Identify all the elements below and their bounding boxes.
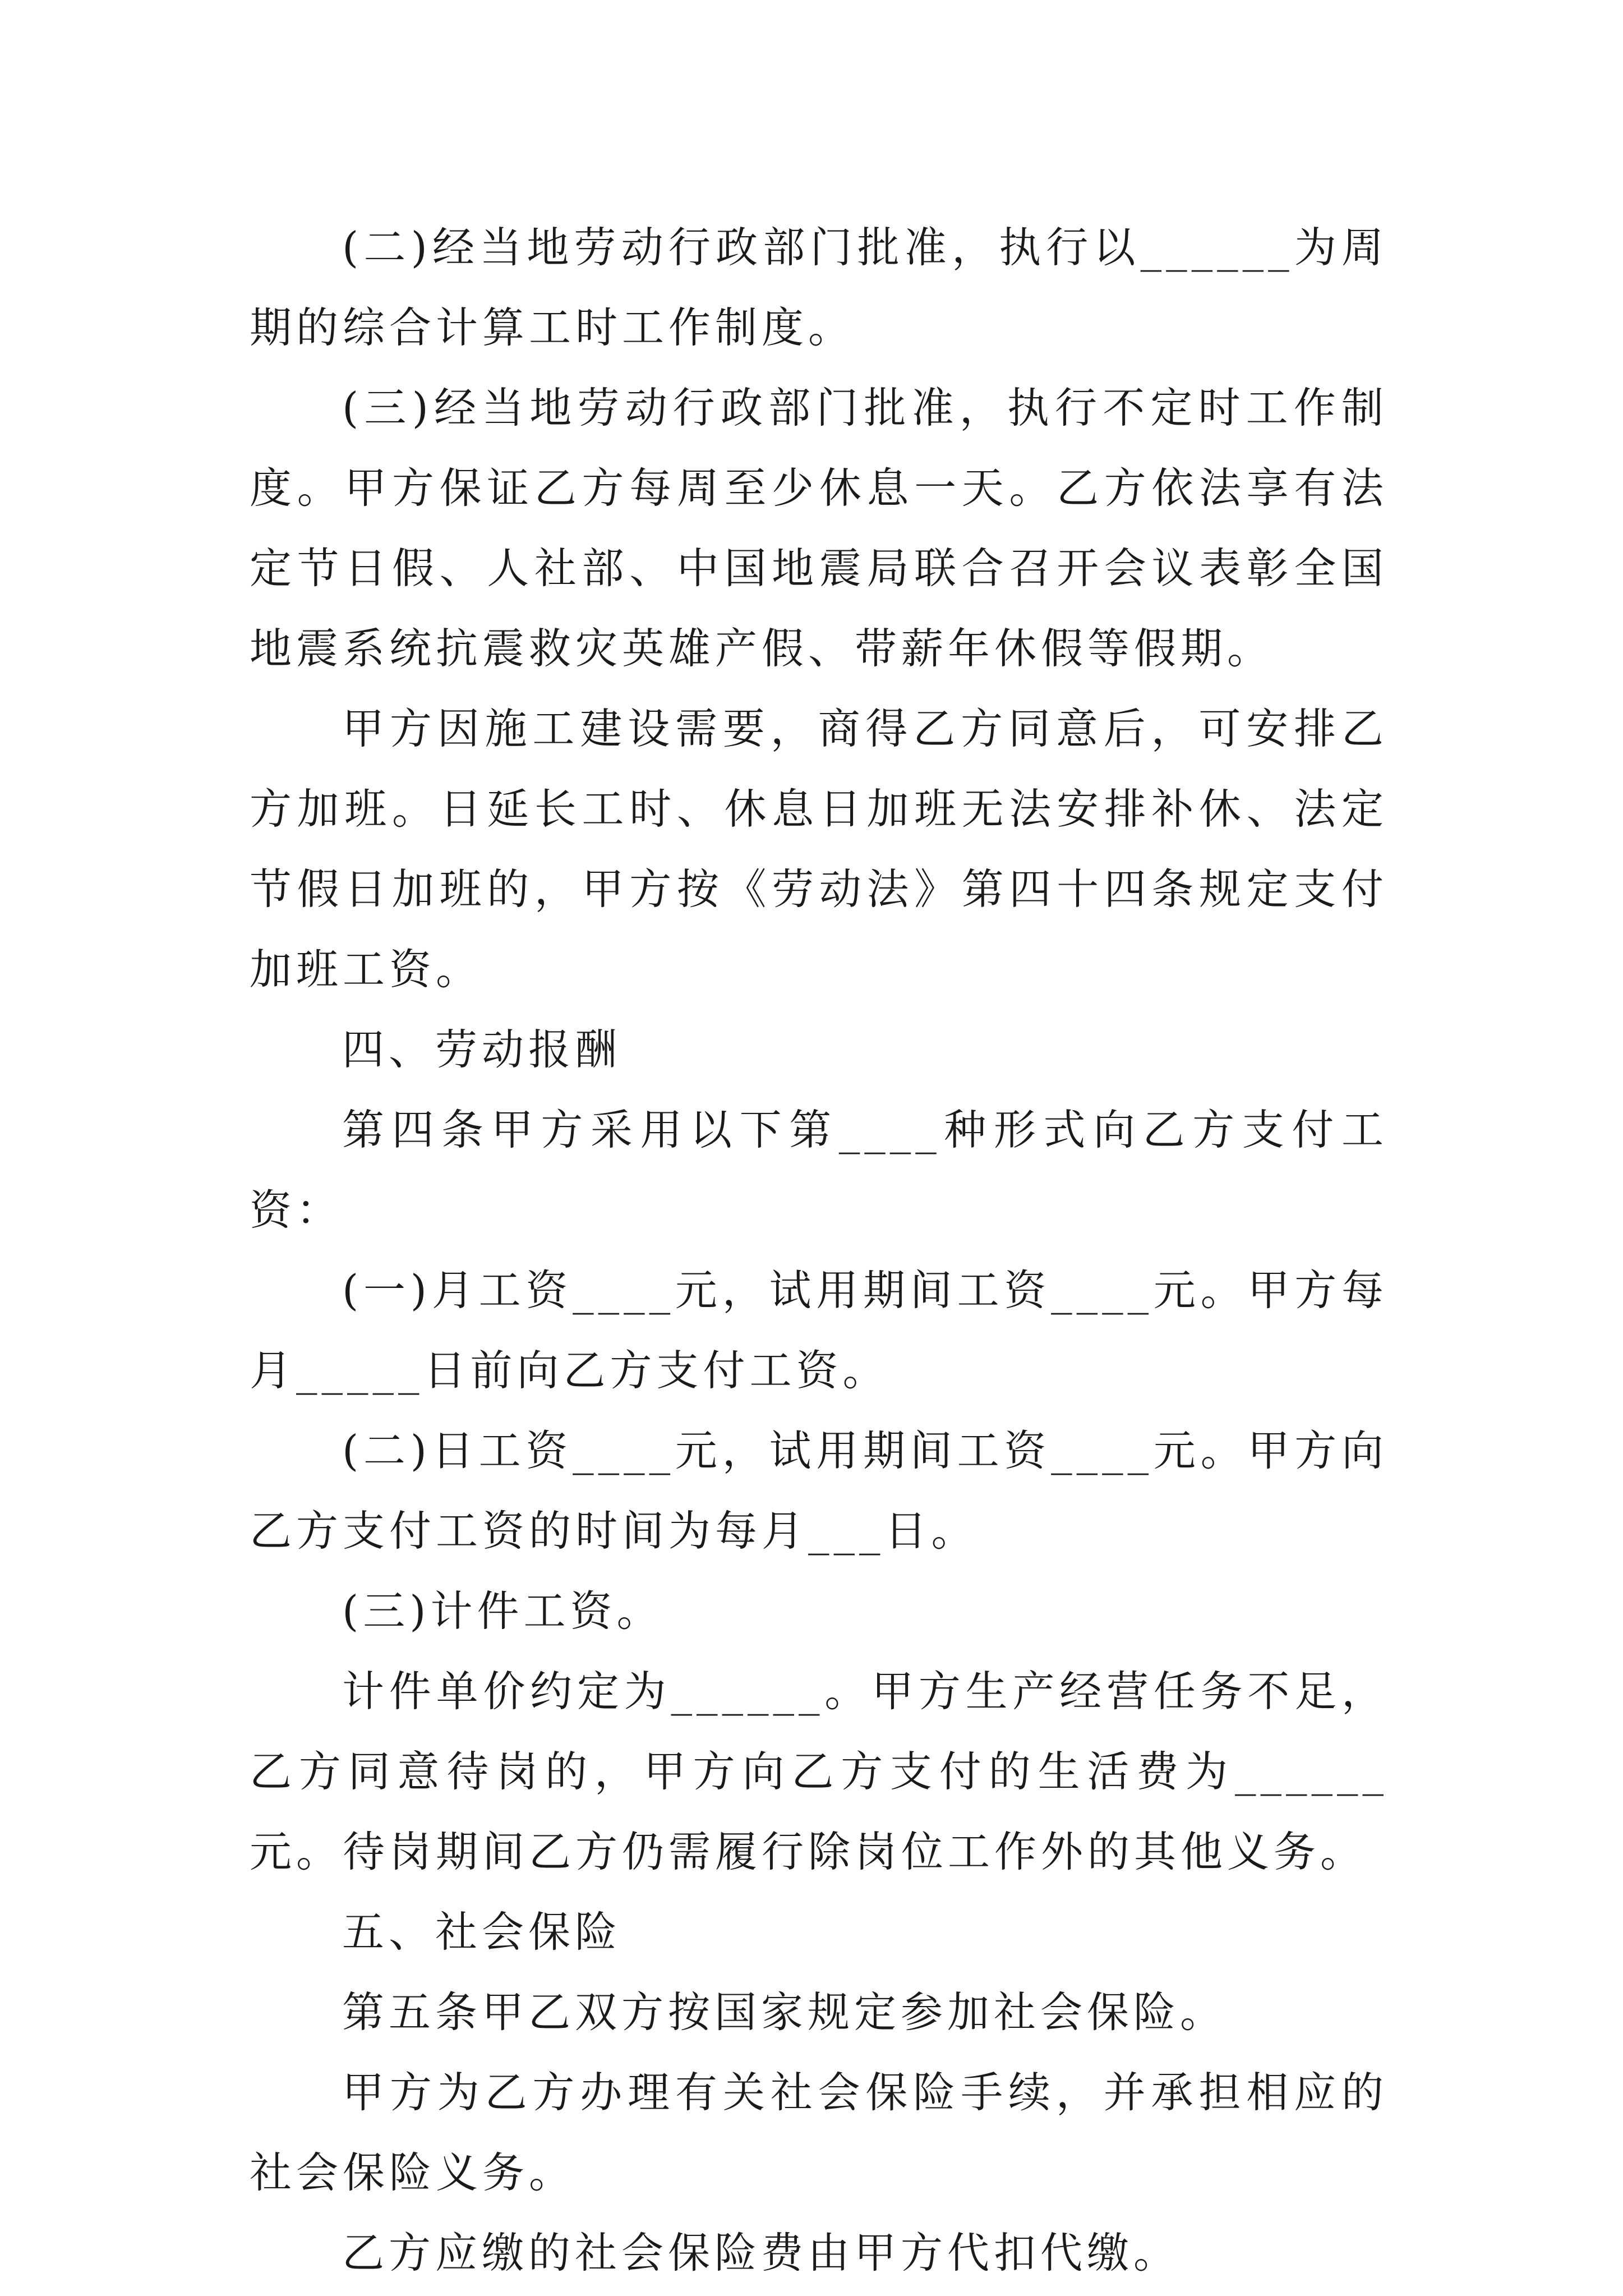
paragraph-article-4: 第四条甲方采用以下第____种形式向乙方支付工资：	[250, 1105, 1388, 1235]
section-heading-social-insurance: 五、社会保险	[342, 1907, 622, 1957]
paragraph-insurance-procedures: 甲方为乙方办理有关社会保险手续，并承担相应的社会保险义务。	[250, 2068, 1388, 2197]
paragraph-overtime: 甲方因施工建设需要，商得乙方同意后，可安排乙方加班。日延长工时、休息日加班无法安排补休、法定节假日加班的，甲方按《劳动法》第四十四条规定支付加班工资。	[250, 704, 1388, 994]
paragraph-flexible-hours: (三)经当地劳动行政部门批准，执行不定时工作制度。甲方保证乙方每周至少休息一天。乙方依法享有法定节日假、人社部、中国地震局联合召开会议表彰全国地震系统抗震救灾英雄产假、带薪年休假等假期。	[250, 383, 1388, 673]
paragraph-article-5: 第五条甲乙双方按国家规定参加社会保险。	[342, 1987, 1227, 2037]
paragraph-comprehensive-hours: (二)经当地劳动行政部门批准，执行以______为周期的综合计算工时工作制度。	[250, 223, 1388, 352]
document-body	[250, 208, 1388, 2293]
paragraph-monthly-wage: (一)月工资____元，试用期间工资____元。甲方每月_____日前向乙方支付工资。	[250, 1266, 1388, 1395]
paragraph-insurance-withholding: 乙方应缴的社会保险费由甲方代扣代缴。	[342, 2228, 1181, 2277]
paragraph-daily-wage: (二)日工资____元，试用期间工资____元。甲方向乙方支付工资的时间为每月___日。	[250, 1426, 1388, 1556]
paragraph-piece-wage: (三)计件工资。	[342, 1586, 663, 1636]
paragraph-piece-rate: 计件单价约定为______。甲方生产经营任务不足，乙方同意待岗的，甲方向乙方支付的生活费为______元。待岗期间乙方仍需履行除岗位工作外的其他义务。	[250, 1667, 1388, 1876]
section-heading-remuneration: 四、劳动报酬	[342, 1025, 622, 1074]
